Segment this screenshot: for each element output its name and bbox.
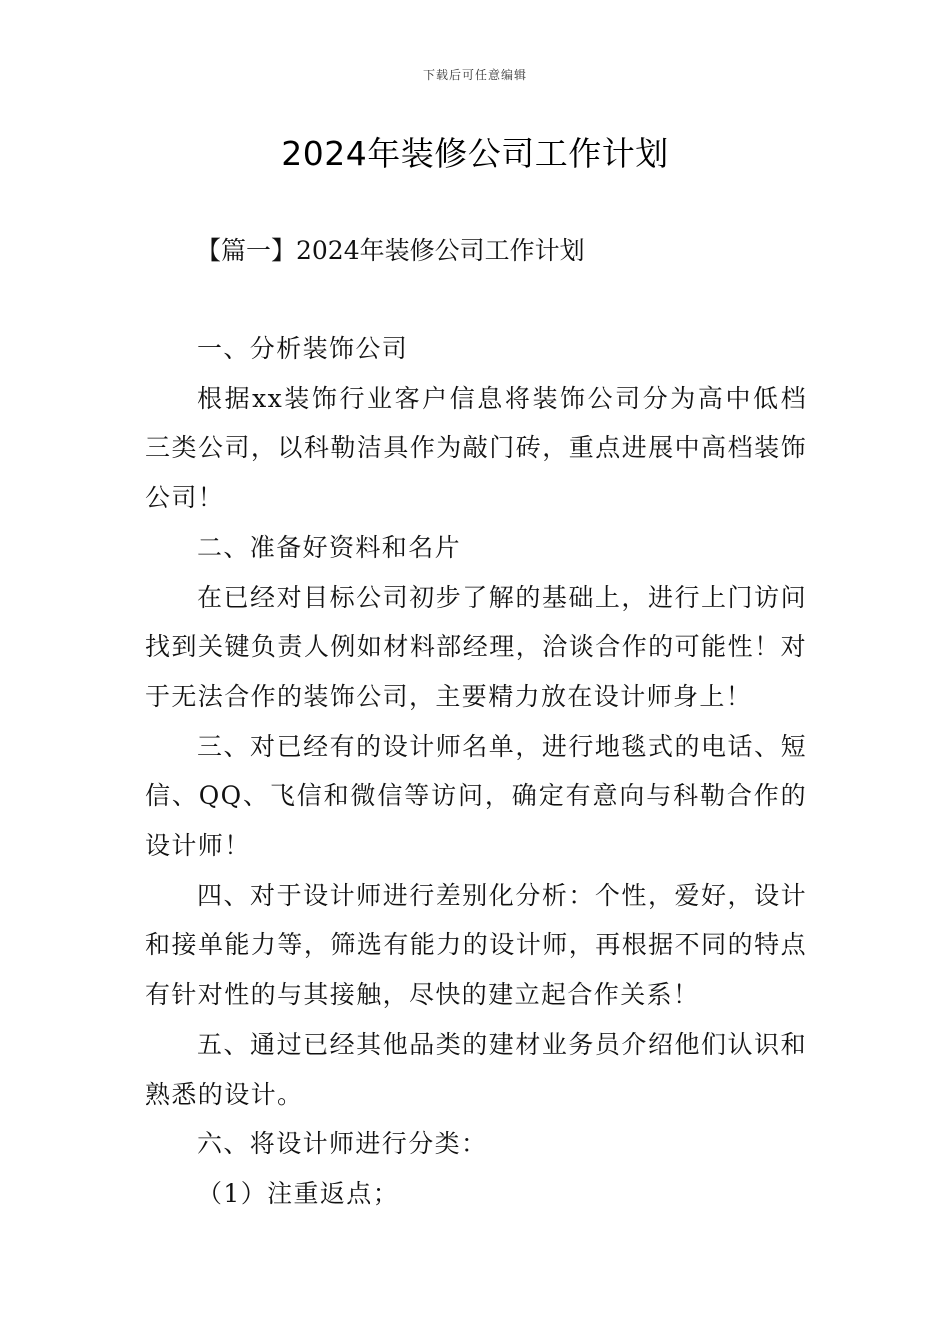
paragraph-prepare-materials: 在已经对目标公司初步了解的基础上，进行上门访问找到关键负责人例如材料部经理，洽谈合作的可能性！对于无法合作的装饰公司，主要精力放在设计师身上！ bbox=[145, 582, 807, 711]
paragraph-referrals: 五、通过已经其他品类的建材业务员介绍他们认识和熟悉的设计。 bbox=[145, 1029, 807, 1109]
heading-prepare-materials: 二、准备好资料和名片 bbox=[197, 532, 462, 562]
paragraph-designer-analysis: 四、对于设计师进行差别化分析：个性，爱好，设计和接单能力等，筛选有能力的设计师，再根据不同的特点有针对性的与其接触，尽快的建立起合作关系！ bbox=[145, 880, 807, 1010]
header-note: 下载后可任意编辑 bbox=[422, 68, 527, 82]
paragraph-designer-list: 三、对已经有的设计师名单，进行地毯式的电话、短信、QQ、飞信和微信等访问，确定有意向与科勒合作的设计师！ bbox=[145, 731, 807, 861]
document-title: 2024年装修公司工作计划 bbox=[281, 134, 669, 173]
heading-analyze-companies: 一、分析装饰公司 bbox=[197, 334, 409, 363]
section-heading: 【篇一】2024年装修公司工作计划 bbox=[196, 236, 585, 265]
list-item-rebate: （1）注重返点； bbox=[197, 1178, 400, 1208]
paragraph-analyze-companies: 根据xx装饰行业客户信息将装饰公司分为高中低档三类公司，以科勒洁具作为敲门砖，重点进展中高档装饰公司！ bbox=[145, 383, 807, 513]
body-text bbox=[145, 324, 807, 1219]
heading-classify-designers: 六、将设计师进行分类： bbox=[197, 1129, 488, 1159]
